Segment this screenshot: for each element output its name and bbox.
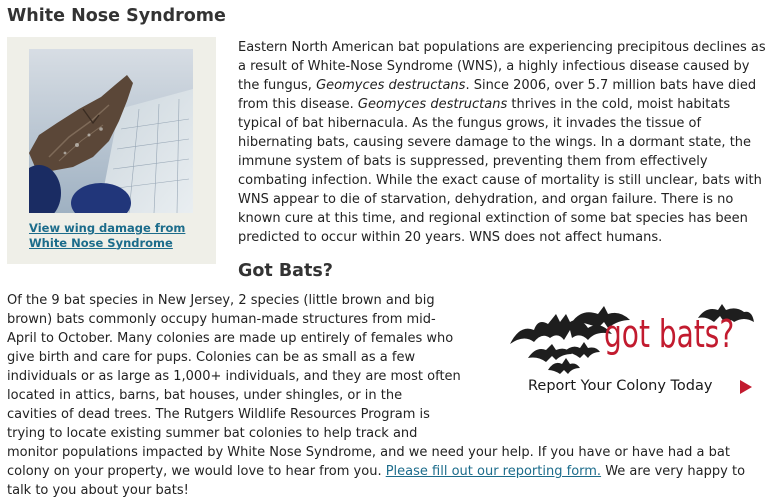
body-line: monitor populations impacted by White Nose Syndrome, and we need your help. If you have or have had a bat <box>7 445 730 460</box>
wing-damage-link[interactable]: View wing damage from White Nose Syndrome <box>29 221 186 250</box>
play-arrow-icon <box>740 380 752 394</box>
body-line: brown) bats commonly occupy human-made structures from mid- <box>7 312 436 327</box>
intro-line: known cure at this time, and regional extinction of some bat species has been <box>238 211 748 226</box>
intro-line: from this disease. Geomyces destructans thrives in the cold, moist habitats <box>238 97 731 112</box>
body-line: trying to locate existing summer bat colonies to help track and <box>7 426 418 441</box>
body-line: individuals or as large as 1,000+ individuals, and they are most often <box>7 369 461 384</box>
body-line: April to October. Many colonies are made up entirely of females who <box>7 331 454 346</box>
body-line: give birth and care for pups. Colonies can be as small as a few <box>7 350 416 365</box>
species-name: Geomyces destructans <box>316 78 466 93</box>
intro-line: Eastern North American bat populations are experiencing precipitous declines as <box>238 40 766 55</box>
body-line: located in attics, barns, bat houses, under shingles, or in the <box>7 388 403 403</box>
intro-line: predicted to occur within 20 years. WNS does not affect humans. <box>238 230 663 245</box>
intro-line: typical of bat hibernacula. As the fungus grows, it invades the tissue of <box>238 116 702 131</box>
intro-line: WNS appear to die of starvation, dehydration, and organ failure. There is no <box>238 192 734 207</box>
bat-wing-photo[interactable] <box>29 49 193 213</box>
intro-line: a result of White-Nose Syndrome (WNS), a highly infectious disease caused by <box>238 59 750 74</box>
section-title: Got Bats? <box>238 261 333 281</box>
body-line: Of the 9 bat species in New Jersey, 2 species (little brown and big <box>7 293 435 308</box>
body-line: cavities of dead trees. The Rutgers Wildlife Resources Program is <box>7 407 430 422</box>
page-title: White Nose Syndrome <box>7 6 226 26</box>
intro-line: hibernating bats, causing severe damage to the wings. In a dormant state, the <box>238 135 752 150</box>
species-name: Geomyces destructans <box>357 97 508 112</box>
got-bats-banner[interactable] <box>508 300 766 402</box>
reporting-form-link[interactable]: Please fill out our reporting form. <box>385 464 602 479</box>
body-line: talk to you about your bats! <box>7 483 189 498</box>
intro-line: combating infection. While the exact cause of mortality is still unclear, bats with <box>238 173 762 188</box>
banner-title: got bats? <box>604 312 735 356</box>
banner-subtitle: Report Your Colony Today <box>528 378 713 394</box>
intro-line: the fungus, Geomyces destructans. Since 2006, over 5.7 million bats have died <box>238 78 757 93</box>
photo-card <box>7 37 216 264</box>
intro-paragraph <box>238 38 776 247</box>
body-line: colony on your property, we would love to hear from you. Please fill out our reporting form. We are very happy to <box>7 464 746 479</box>
intro-line: immune system of bats is suppressed, preventing them from effectively <box>238 154 708 169</box>
